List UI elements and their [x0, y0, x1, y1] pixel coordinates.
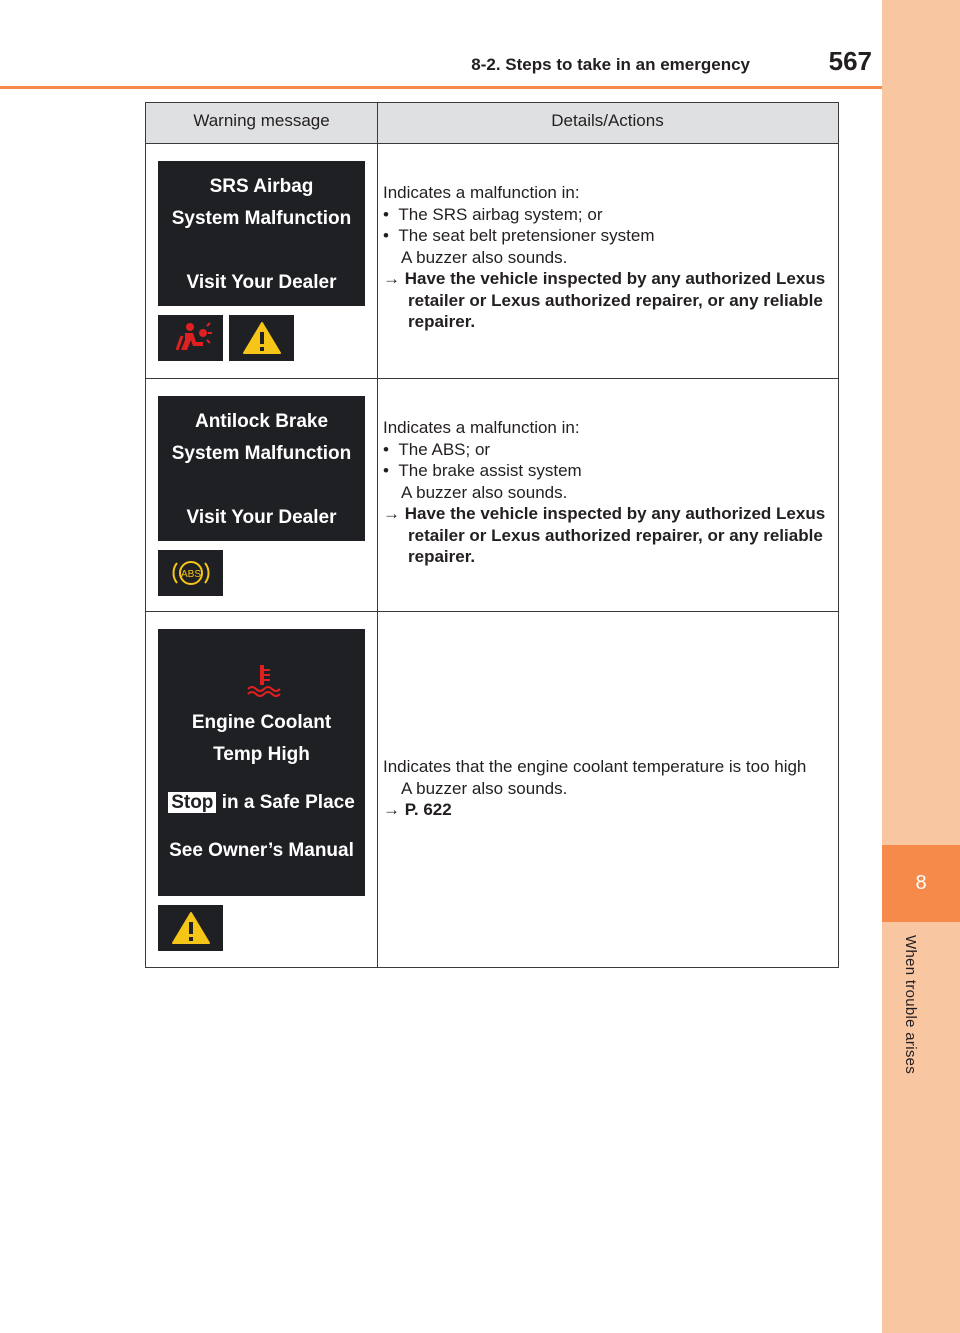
arrow-right-icon: → [383, 504, 405, 523]
details-engine-coolant [383, 756, 833, 821]
display-line: See Owner’s Manual [169, 840, 354, 861]
display-line: Stop in a Safe Place [158, 792, 365, 814]
buzzer-note: A buzzer also sounds. [401, 247, 568, 267]
display-line: System Malfunction [171, 208, 352, 229]
row-divider [146, 611, 838, 612]
column-divider [377, 103, 378, 967]
action-instruction: → Have the vehicle inspected by any authorized Lexus retailer or Lexus authorized repairer, or any reliable repairer. [383, 269, 826, 331]
page-reference-link[interactable]: → P. 622 [383, 800, 452, 819]
table-header-row [146, 103, 838, 144]
display-message-coolant [158, 629, 365, 896]
details-srs-airbag [383, 182, 833, 333]
master-warning-icon [229, 315, 294, 361]
abs-warning-icon [158, 550, 223, 596]
abs-icon-text: ABS [180, 569, 201, 580]
coolant-temperature-icon [158, 663, 365, 703]
display-line: Engine Coolant [191, 712, 332, 733]
details-antilock-brake [383, 417, 833, 568]
display-line: Antilock Brake [194, 411, 329, 432]
column-header-details-actions: Details/Actions [551, 111, 664, 130]
section-title: 8-2. Steps to take in an emergency [471, 55, 750, 74]
details-bullet: • The ABS; or [383, 439, 491, 459]
details-bullet: • The seat belt pretensioner system [383, 226, 655, 245]
display-line: System Malfunction [171, 443, 352, 464]
display-message-abs [158, 396, 365, 541]
details-intro: Indicates a malfunction in: [383, 418, 580, 437]
column-header-warning-message: Warning message [193, 111, 330, 130]
warning-message-table [145, 102, 839, 968]
airbag-warning-icon [158, 315, 223, 361]
display-line: Visit Your Dealer [186, 507, 337, 528]
display-line: SRS Airbag [209, 176, 314, 197]
stop-highlight: Stop [168, 792, 216, 813]
arrow-right-icon: → [383, 800, 405, 819]
chapter-title: When trouble arises [902, 935, 919, 1075]
action-instruction: → Have the vehicle inspected by any authorized Lexus retailer or Lexus authorized repairer, or any reliable repairer. [383, 504, 826, 566]
details-bullet: • The brake assist system [383, 461, 582, 480]
page-number: 567 [828, 46, 872, 76]
master-warning-icon [158, 905, 223, 951]
chapter-number-tab[interactable] [882, 845, 960, 922]
buzzer-note: A buzzer also sounds. [401, 778, 568, 798]
display-message-srs [158, 161, 365, 306]
chapter-number: 8 [915, 872, 927, 894]
display-line: Visit Your Dealer [186, 272, 337, 293]
chapter-side-strip [882, 0, 960, 1333]
display-line: Temp High [213, 744, 310, 765]
header-rule [0, 86, 882, 89]
buzzer-note: A buzzer also sounds. [401, 482, 568, 502]
arrow-right-icon: → [383, 269, 405, 288]
row-divider [146, 378, 838, 379]
details-bullet: • The SRS airbag system; or [383, 204, 603, 224]
details-intro: Indicates that the engine coolant temperature is too high [383, 757, 807, 776]
details-intro: Indicates a malfunction in: [383, 183, 580, 202]
